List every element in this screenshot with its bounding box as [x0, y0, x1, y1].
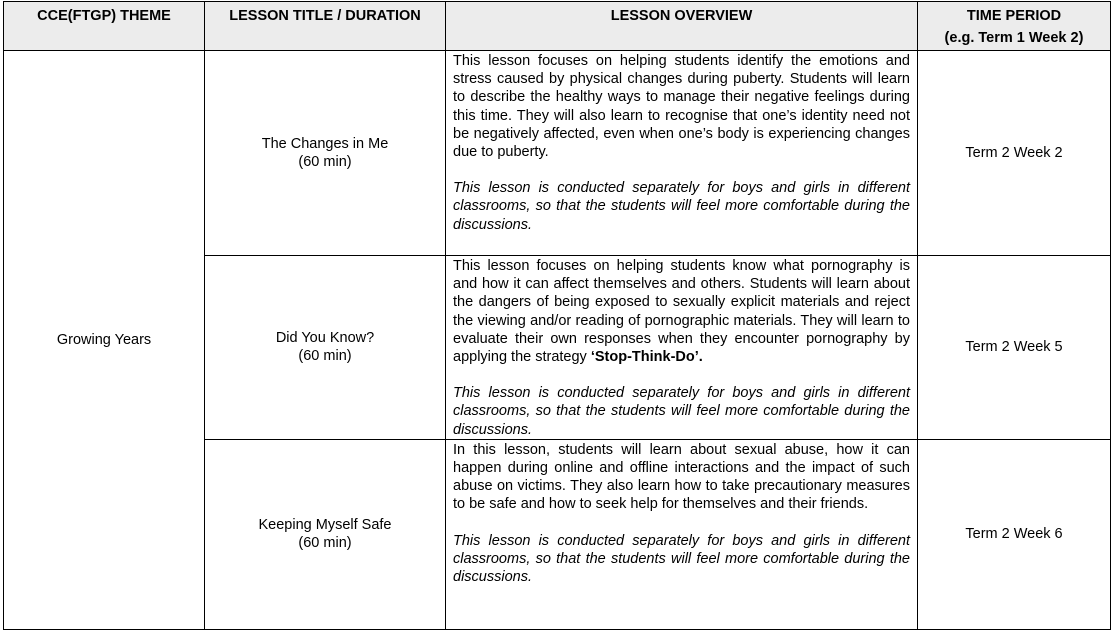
- theme-cell: [4, 51, 205, 630]
- header-theme: CCE(FTGP) THEME: [4, 2, 205, 51]
- time-period-cell: [918, 51, 1111, 256]
- header-row: [4, 2, 1111, 51]
- lesson-overview-cell: [446, 256, 918, 440]
- table-row: [4, 51, 1111, 256]
- lesson-overview-text: [453, 441, 910, 514]
- lesson-title: The Changes in Me: [261, 136, 389, 152]
- lesson-duration: (60 min): [298, 348, 352, 365]
- lesson-duration: (60 min): [298, 535, 352, 552]
- header-time-period-label: TIME PERIOD: [966, 8, 1062, 24]
- lesson-overview-text: [453, 52, 910, 161]
- lesson-note: This lesson is conducted separately for boys and girls in different classrooms, so that the students will feel more comfortable during the discussions.: [453, 532, 910, 586]
- lesson-overview-body: In this lesson, students will learn about sexual abuse, how it can happen during online and offline interactions and the impact of such abuse on victims. They also learn how to take precautionary measures to be safe and how to seek help for themselves and their friends.: [453, 441, 910, 513]
- header-time-period-example: (e.g. Term 1 Week 2): [944, 30, 1084, 46]
- lesson-title: Did You Know?: [275, 330, 375, 347]
- lesson-duration: (60 min): [298, 154, 352, 170]
- lesson-title: Keeping Myself Safe: [258, 517, 392, 534]
- header-overview: LESSON OVERVIEW: [446, 2, 918, 51]
- strategy-name: ‘Stop-Think-Do’.: [590, 349, 703, 366]
- time-period-cell: [918, 439, 1111, 629]
- lesson-overview-body: This lesson focuses on helping students identify the emotions and stress caused by physical changes during puberty. Students will learn to describe the healthy ways to manage their negative feelings during this time. They will also learn to recognise that one’s identity need not be negatively affected, even when one’s body is experiencing changes due to puberty.: [453, 53, 910, 161]
- lesson-overview-cell: [446, 439, 918, 629]
- lesson-title-cell: [205, 256, 446, 440]
- lesson-plan-table: [3, 1, 1111, 630]
- theme-label: Growing Years: [56, 331, 152, 348]
- time-period: Term 2 Week 6: [965, 526, 1063, 543]
- time-period-cell: [918, 256, 1111, 440]
- lesson-note: This lesson is conducted separately for boys and girls in different classrooms, so that the students will feel more comfortable during the discussions.: [453, 385, 910, 438]
- lesson-note: This lesson is conducted separately for boys and girls in different classrooms, so that the students will feel more comfortable during the discussions.: [453, 180, 910, 233]
- lesson-overview-cell: [446, 51, 918, 256]
- lesson-overview-body: This lesson focuses on helping students know what pornography is and how it can affect themselves and others. Students will learn about the dangers of being exposed to sexually explicit materials and reject the viewing and/or reading of pornographic materials. They will learn to evaluate their own responses when they encounter pornography by applying the strategy: [453, 258, 910, 366]
- time-period: Term 2 Week 2: [965, 145, 1063, 161]
- lesson-overview-text: [453, 257, 910, 366]
- header-time-period: [918, 2, 1111, 51]
- lesson-title-cell: [205, 439, 446, 629]
- time-period: Term 2 Week 5: [965, 339, 1063, 356]
- lesson-title-cell: [205, 51, 446, 256]
- header-lesson-title: LESSON TITLE / DURATION: [205, 2, 446, 51]
